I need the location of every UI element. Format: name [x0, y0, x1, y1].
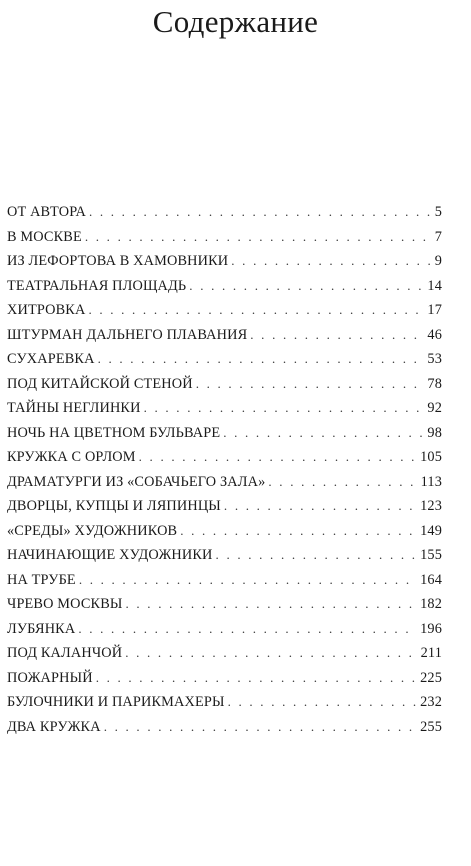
toc-entry — [7, 494, 442, 519]
toc-entry — [7, 372, 442, 397]
toc-entry-title: НА ТРУБЕ — [7, 571, 76, 588]
table-of-contents — [7, 200, 442, 739]
dot-leader — [78, 617, 417, 642]
toc-entry-page: 53 — [427, 351, 442, 367]
dot-leader — [196, 372, 425, 397]
toc-entry-page: 182 — [420, 596, 442, 612]
toc-entry-page: 78 — [427, 375, 442, 392]
toc-entry-page: 7 — [434, 228, 442, 245]
toc-entry-page: 196 — [420, 620, 442, 637]
toc-entry-title: ПОЖАРНЫЙ — [7, 669, 93, 686]
toc-entry-title: ТЕАТРАЛЬНАЯ ПЛОЩАДЬ — [7, 277, 187, 294]
toc-entry — [7, 274, 442, 299]
dot-leader — [88, 298, 424, 323]
dot-leader — [85, 225, 432, 250]
toc-entry — [7, 421, 442, 446]
toc-entry-page: 46 — [427, 326, 442, 343]
toc-entry-page: 123 — [420, 498, 442, 514]
toc-entry-page: 211 — [420, 645, 442, 661]
toc-entry — [7, 396, 442, 421]
dot-leader — [79, 568, 417, 593]
toc-entry-title: ДВА КРУЖКА — [7, 718, 101, 735]
dot-leader — [104, 715, 417, 740]
toc-entry-title: ЧРЕВО МОСКВЫ — [7, 596, 123, 612]
toc-entry-title: БУЛОЧНИКИ И ПАРИКМАХЕРЫ — [7, 694, 225, 710]
toc-entry-title: ДРАМАТУРГИ ИЗ «СОБАЧЬЕГО ЗАЛА» — [7, 473, 266, 490]
dot-leader — [125, 641, 417, 666]
page-title: Содержание — [152, 4, 319, 39]
toc-entry — [7, 347, 442, 372]
toc-entry-page: 14 — [427, 277, 442, 294]
toc-entry-title: ШТУРМАН ДАЛЬНЕГО ПЛАВАНИЯ — [7, 326, 248, 343]
toc-entry — [7, 715, 442, 740]
toc-entry-page: 155 — [420, 547, 442, 563]
toc-entry-title: ДВОРЦЫ, КУПЦЫ И ЛЯПИНЦЫ — [7, 498, 221, 514]
toc-entry-page: 164 — [420, 571, 442, 588]
dot-leader — [216, 543, 418, 568]
toc-entry-page: 225 — [420, 669, 442, 686]
dot-leader — [89, 200, 432, 225]
toc-entry — [7, 592, 442, 617]
toc-entry-title: ПОД КАЛАНЧОЙ — [7, 645, 123, 661]
toc-entry-page: 17 — [427, 302, 442, 318]
toc-entry — [7, 641, 442, 666]
toc-entry-title: ЛУБЯНКА — [7, 620, 76, 637]
toc-entry-title: НОЧЬ НА ЦВЕТНОМ БУЛЬВАРЕ — [7, 424, 221, 441]
toc-entry-page: 9 — [434, 253, 442, 269]
toc-entry — [7, 200, 442, 225]
toc-entry-title: ОТ АВТОРА — [7, 204, 86, 220]
dot-leader — [231, 249, 431, 274]
toc-entry-page: 105 — [420, 449, 442, 465]
dot-leader — [228, 690, 418, 715]
toc-entry-title: НАЧИНАЮЩИЕ ХУДОЖНИКИ — [7, 547, 213, 563]
toc-entry — [7, 298, 442, 323]
toc-entry-title: ТАЙНЫ НЕГЛИНКИ — [7, 400, 141, 416]
dot-leader — [98, 347, 425, 372]
toc-entry — [7, 543, 442, 568]
dot-leader — [139, 445, 417, 470]
toc-entry — [7, 249, 442, 274]
toc-entry — [7, 568, 442, 593]
toc-entry-title: КРУЖКА С ОРЛОМ — [7, 449, 136, 465]
toc-entry — [7, 666, 442, 691]
toc-entry-title: ХИТРОВКА — [7, 302, 86, 318]
dot-leader — [250, 323, 424, 348]
dot-leader — [189, 274, 424, 299]
toc-entry-title: В МОСКВЕ — [7, 228, 82, 245]
dot-leader — [224, 494, 417, 519]
toc-entry — [7, 225, 442, 250]
toc-entry-page: 5 — [434, 204, 442, 220]
toc-entry-page: 255 — [420, 718, 442, 735]
toc-entry-page: 98 — [427, 424, 442, 441]
toc-entry-title: ПОД КИТАЙСКОЙ СТЕНОЙ — [7, 375, 193, 392]
toc-entry-title: ИЗ ЛЕФОРТОВА В ХАМОВНИКИ — [7, 253, 229, 269]
dot-leader — [96, 666, 417, 691]
toc-entry-page: 92 — [427, 400, 442, 416]
toc-entry-page: 113 — [420, 473, 442, 490]
dot-leader — [180, 519, 417, 544]
toc-entry — [7, 617, 442, 642]
dot-leader — [144, 396, 425, 421]
toc-entry-title: «СРЕДЫ» ХУДОЖНИКОВ — [7, 522, 178, 539]
toc-entry — [7, 690, 442, 715]
toc-entry — [7, 470, 442, 495]
toc-entry — [7, 519, 442, 544]
toc-entry — [7, 445, 442, 470]
toc-entry — [7, 323, 442, 348]
toc-entry-page: 232 — [420, 694, 442, 710]
dot-leader — [268, 470, 417, 495]
dot-leader — [126, 592, 418, 617]
dot-leader — [223, 421, 424, 446]
toc-entry-title: СУХАРЕВКА — [7, 351, 95, 367]
toc-entry-page: 149 — [420, 522, 442, 539]
